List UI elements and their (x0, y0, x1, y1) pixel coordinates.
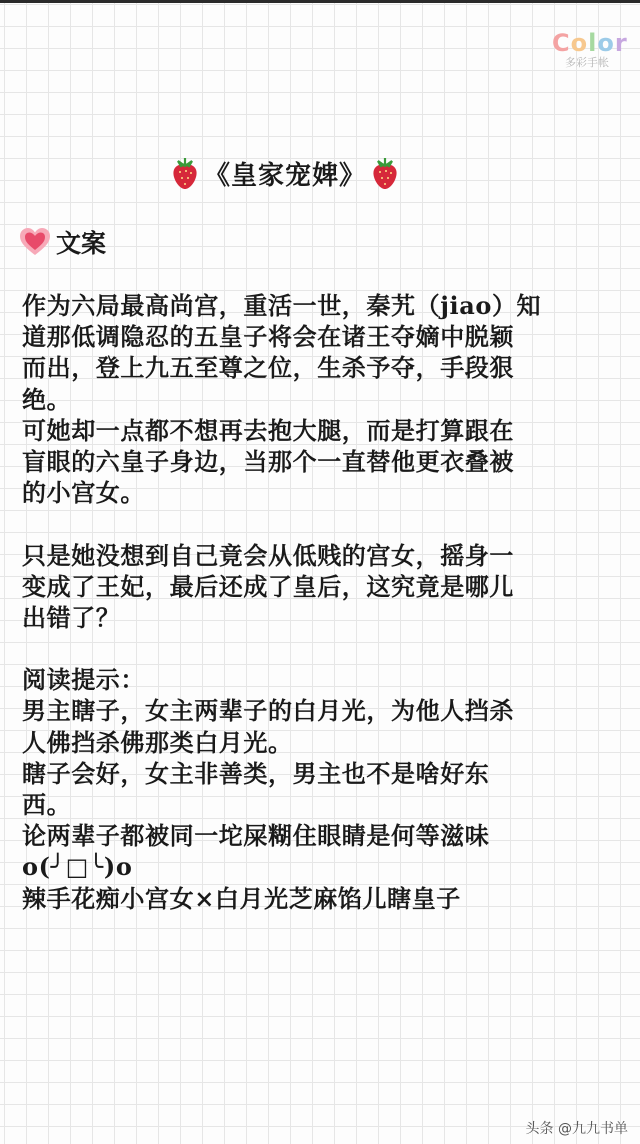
text-line: 的小宫女。 (22, 478, 145, 508)
text-line: 辣手花痴小宫女×白月光芝麻馅儿瞎皇子 (22, 883, 461, 913)
text-line: 西。 (22, 790, 72, 819)
synopsis-text (22, 290, 622, 914)
text-line: 作为六局最高尚宫，重活一世，秦艽（jiao）知 (22, 291, 542, 320)
section-label: 文案 (56, 229, 107, 258)
blank-line (22, 633, 622, 664)
logo-subtitle: 多彩手帐 (565, 56, 609, 69)
text-line: 道那低调隐忍的五皇子将会在诸王夺嫡中脱颖 (22, 322, 514, 352)
section-header (18, 222, 106, 262)
logo-word: Color (552, 29, 628, 57)
text-line: 只是她没想到自己竟会从低贱的宫女，摇身一 (22, 540, 514, 570)
text-line: 盲眼的六皇子身边，当那个一直替他更衣叠被 (22, 446, 514, 476)
text-line: 人佛挡杀佛那类白月光。 (22, 727, 293, 757)
text-line: 阅读提示： (22, 665, 145, 695)
strawberry-icon (370, 156, 400, 190)
book-title: 《皇家宠婢》 (203, 160, 366, 191)
strawberry-icon (170, 156, 200, 190)
text-line: 论两辈子都被同一坨屎糊住眼睛是何等滋味 (22, 821, 490, 851)
watermark: 头条 @九九书单 (525, 1121, 628, 1137)
text-line: 变成了王妃，最后还成了皇后，这究竟是哪儿 (22, 571, 514, 601)
text-line: 瞎子会好，女主非善类，男主也不是啥好东 (22, 758, 490, 788)
color-logo (552, 29, 628, 70)
title-row (0, 150, 570, 196)
text-line: 可她却一点都不想再去抱大腿，而是打算跟在 (22, 415, 514, 445)
text-line: 男主瞎子，女主两辈子的白月光，为他人挡杀 (22, 696, 514, 726)
text-line: 而出，登上九五至尊之位，生杀予夺，手段狠 (22, 353, 514, 383)
text-line: 出错了？ (22, 602, 121, 632)
emoticon-line: o(╯□╰)o (22, 852, 133, 882)
top-edge-bar (0, 0, 640, 3)
blank-line (22, 508, 622, 539)
text-line: 绝。 (22, 384, 72, 414)
heart-icon (18, 226, 52, 258)
